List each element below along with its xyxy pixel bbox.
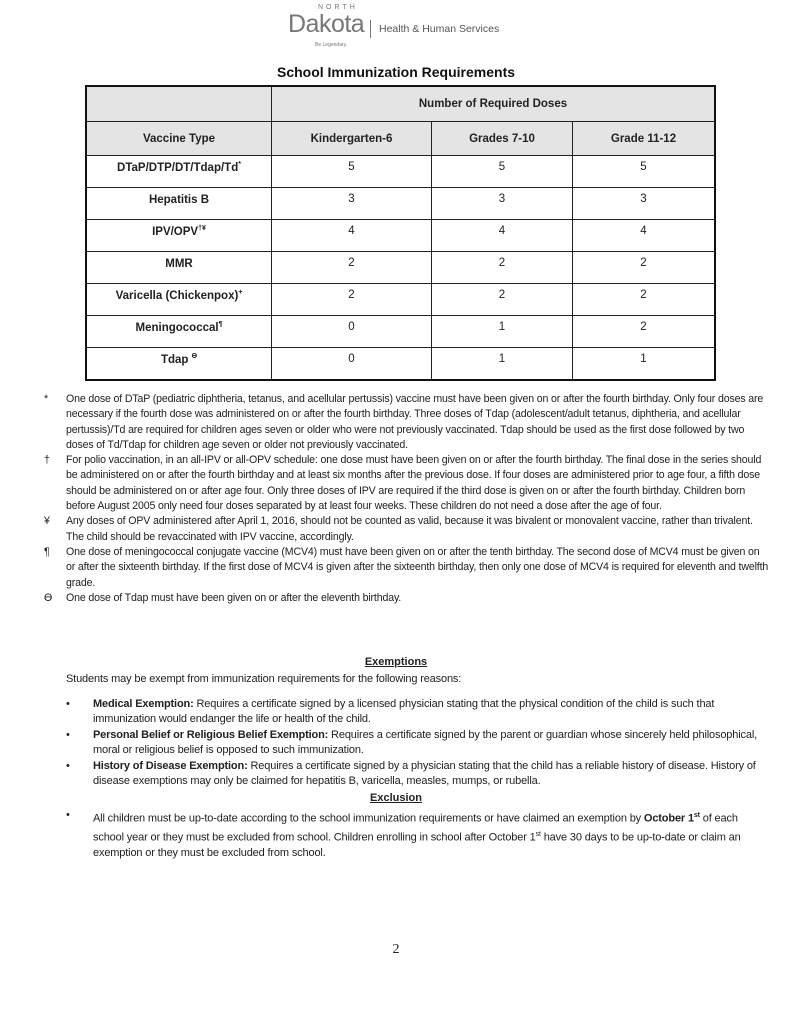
- footnote-mark: *: [238, 161, 241, 168]
- ordinal-suffix: st: [535, 830, 541, 838]
- exemptions-intro: Students may be exempt from immunization requirements for the following reasons:: [66, 673, 462, 685]
- exemption-item: [66, 759, 771, 790]
- dose-cell: 0: [272, 316, 432, 348]
- exclusion-heading: Exclusion: [370, 792, 422, 804]
- vaccine-name: IPV/OPV: [152, 225, 199, 238]
- exclusion-text: [93, 808, 771, 861]
- exemption-item: [66, 728, 771, 759]
- table-row: [86, 220, 715, 252]
- bullet: •: [66, 729, 70, 741]
- footnote: [44, 545, 769, 591]
- footnote-mark: ϴ: [44, 591, 53, 604]
- vaccine-name: Varicella (Chickenpox): [115, 289, 239, 302]
- column-header: Kindergarten-6: [272, 122, 432, 156]
- exemption-item: [66, 697, 771, 728]
- header-blank-cell: [86, 86, 272, 122]
- table-row: [86, 348, 715, 380]
- footnote-text: For polio vaccination, in an all-IPV or all-OPV schedule: one dose must have been given on or after the fourth birthday. The final dose in the series should be administered on or after the fourth birthday and at least six months after the previous dose. If four doses are administered prior to age four, a fifth dose should be administered on or after age four. Only three doses of IPV are required if the third dose is given on or after the fourth birthday. Children born before August 2005 only need four doses separated by at least four weeks. These children do not need a dose after the age of four.: [66, 454, 762, 513]
- group-header: Number of Required Doses: [272, 86, 716, 122]
- footnote: [44, 392, 769, 453]
- vaccine-cell: [86, 156, 272, 188]
- vaccine-cell: [86, 316, 272, 348]
- dose-cell: 2: [573, 284, 716, 316]
- bullet: •: [66, 760, 70, 772]
- vaccine-cell: [86, 252, 272, 284]
- dose-cell: 3: [573, 188, 716, 220]
- logo-dakota: Dakota: [288, 10, 365, 38]
- logo-north: NORTH: [318, 4, 358, 11]
- nd-hhs-logo: [288, 4, 518, 56]
- vaccine-cell: [86, 188, 272, 220]
- dose-cell: 1: [573, 348, 716, 380]
- vaccine-name: DTaP/DTP/DT/Tdap/Td: [117, 161, 239, 174]
- exemption-text: Requires a certificate signed by a physician stating that the child has a reliable history of disease. History of disease exemptions may only be claimed for hepatitis B, varicella, measles, mumps, or rubella.: [93, 760, 756, 788]
- vaccine-cell: [86, 284, 272, 316]
- exemptions-heading: Exemptions: [364, 656, 428, 668]
- exclusion-part: All children must be up-to-date according to the school immunization requirements or have claimed an exemption by: [93, 812, 644, 825]
- dose-cell: 5: [432, 156, 573, 188]
- immunization-table: [85, 85, 716, 381]
- ordinal-suffix: st: [693, 812, 700, 819]
- vaccine-cell: [86, 220, 272, 252]
- exclusion-date: October 1: [643, 812, 694, 825]
- dose-cell: 2: [432, 252, 573, 284]
- bullet: •: [66, 698, 70, 710]
- dose-cell: 2: [272, 252, 432, 284]
- footnote-mark: *: [44, 393, 48, 405]
- table-row: [86, 156, 715, 188]
- bullet: •: [66, 809, 70, 821]
- footnote-text: One dose of DTaP (pediatric diphtheria, tetanus, and acellular pertussis) vaccine must have been given on or after the fourth birthday. Only four doses are necessary if the fourth dose was administered on or after the fourth birthday. Three doses of Tdap (adolescent/adult tetanus, diphtheria, and acellular pertussis)/Td are required for children ages seven or older who were not previously vaccinated. Tdap should be used as the first dose followed by two doses of Td/Tdap for children age seven or older not previously vaccinated.: [66, 393, 764, 451]
- exemption-label: History of Disease Exemption:: [93, 760, 248, 772]
- page-number: 2: [392, 942, 400, 957]
- vaccine-name: Meningococcal: [135, 321, 219, 334]
- vaccine-name: Hepatitis B: [148, 193, 210, 206]
- dose-cell: 5: [272, 156, 432, 188]
- table-row: [86, 316, 715, 348]
- footnote-text: Any doses of OPV administered after April 1, 2016, should not be counted as valid, because it was bivalent or monovalent vaccine, rather than trivalent. The child should be revaccinated with IPV vaccine, accordingly.: [66, 515, 753, 543]
- table-row: [86, 284, 715, 316]
- dose-cell: 4: [573, 220, 716, 252]
- footnote-mark: ¶: [44, 545, 50, 558]
- footnote-text: One dose of meningococcal conjugate vaccine (MCV4) must have been given on or after the tenth birthday. The second dose of MCV4 must be given on or after the sixteenth birthday. If the first dose of MCV4 is given after the sixteenth birthday, then only one dose of MCV4 is required for eleventh and twelfth grade.: [66, 545, 769, 589]
- page-title: School Immunization Requirements: [276, 64, 516, 80]
- dose-cell: 3: [432, 188, 573, 220]
- footnote-mark: †¥: [198, 225, 206, 232]
- exclusion-part: of each school year or they must be excluded from school. Children enrolling in school after October 1: [93, 812, 738, 844]
- exemption-label: Personal Belief or Religious Belief Exemption:: [93, 729, 329, 741]
- dose-cell: 3: [272, 188, 432, 220]
- footnotes: [44, 392, 769, 606]
- column-header: Grade 11-12: [573, 122, 716, 156]
- footnote-mark: †: [44, 454, 50, 467]
- column-header: Grades 7-10: [432, 122, 573, 156]
- dose-cell: 0: [272, 348, 432, 380]
- dose-cell: 2: [573, 252, 716, 284]
- footnote: [44, 514, 769, 545]
- footnote-mark: ¶: [218, 321, 223, 328]
- footnote: [44, 591, 769, 606]
- vaccine-cell: [86, 348, 272, 380]
- footnote: [44, 453, 769, 514]
- exclusion-part: have 30 days to be up-to-date or claim an exemption or they must be excluded from school.: [93, 831, 741, 859]
- vaccine-name: MMR: [165, 257, 193, 270]
- logo-divider: [370, 20, 371, 38]
- exclusion-item: [66, 808, 771, 861]
- dose-cell: 1: [432, 348, 573, 380]
- footnote-mark: ¥: [44, 515, 50, 528]
- dose-cell: 2: [573, 316, 716, 348]
- column-header: Vaccine Type: [86, 122, 272, 156]
- vaccine-name: Tdap: [160, 353, 192, 366]
- dose-cell: 5: [573, 156, 716, 188]
- dose-cell: 4: [272, 220, 432, 252]
- exemption-text: Requires a certificate signed by the parent or guardian whose sincerely held philosophical, moral or religious belief is opposed to such immunization.: [93, 729, 758, 757]
- table-row: [86, 252, 715, 284]
- footnote-mark: +: [238, 289, 243, 296]
- dose-cell: 4: [432, 220, 573, 252]
- exemption-label: Medical Exemption:: [93, 698, 194, 710]
- table-row: [86, 188, 715, 220]
- agency-name: Health & Human Services: [379, 23, 500, 35]
- dose-cell: 1: [432, 316, 573, 348]
- footnote-text: One dose of Tdap must have been given on or after the eleventh birthday.: [66, 591, 402, 604]
- dose-cell: 2: [272, 284, 432, 316]
- footnote-mark: ϴ: [191, 353, 198, 360]
- dose-cell: 2: [432, 284, 573, 316]
- logo-tagline: Be Legendary.: [315, 42, 348, 48]
- exemption-text: Requires a certificate signed by a licensed physician stating that the physical condition of the child is such that immunization would endanger the life or health of the child.: [93, 698, 715, 726]
